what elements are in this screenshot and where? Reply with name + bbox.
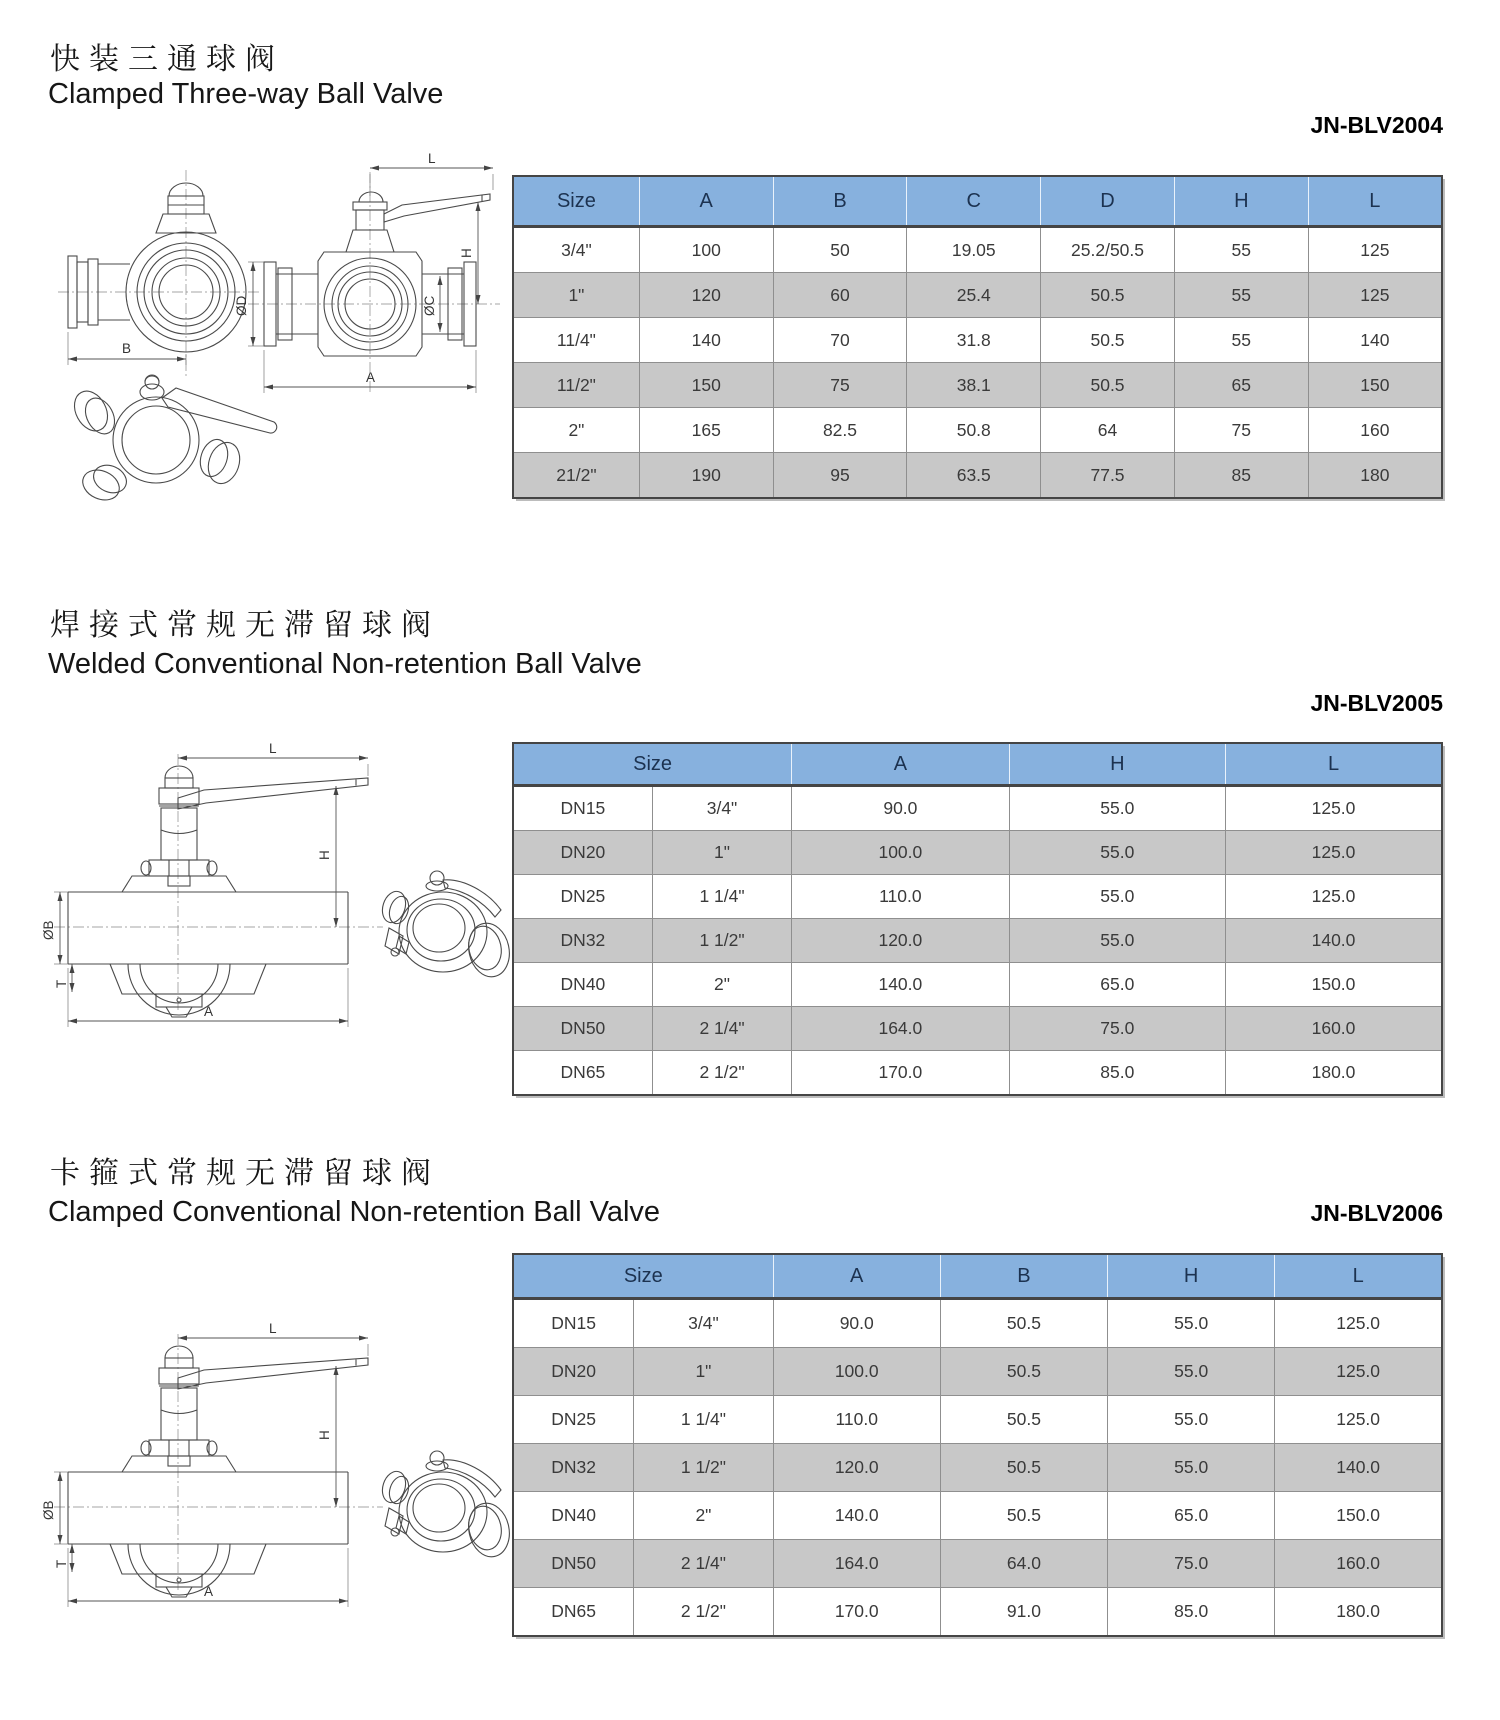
table-cell: DN20 xyxy=(513,1348,634,1396)
table-cell: 1 1/4" xyxy=(634,1396,773,1444)
dimension-label-h: H xyxy=(317,1430,332,1440)
table-cell: 55.0 xyxy=(1108,1299,1275,1348)
table-cell: 125 xyxy=(1308,227,1442,273)
table-cell: 120.0 xyxy=(773,1444,940,1492)
table-cell: DN50 xyxy=(513,1540,634,1588)
table-cell: 55 xyxy=(1174,318,1308,363)
table-cell: 150.0 xyxy=(1275,1492,1442,1540)
table-cell: 165 xyxy=(639,408,773,453)
table-cell: 64 xyxy=(1041,408,1175,453)
table-row xyxy=(513,1540,1442,1588)
table-cell: 2 1/4" xyxy=(634,1540,773,1588)
table-cell: 1" xyxy=(652,831,791,875)
column-header: D xyxy=(1041,176,1175,227)
table-row xyxy=(513,1396,1442,1444)
table-cell: 50.5 xyxy=(1041,318,1175,363)
table-cell: DN15 xyxy=(513,786,652,831)
table-cell: 77.5 xyxy=(1041,453,1175,499)
table-cell: 50.5 xyxy=(1041,273,1175,318)
table-cell: 140.0 xyxy=(773,1492,940,1540)
table-cell: 55 xyxy=(1174,273,1308,318)
table-row xyxy=(513,1588,1442,1637)
table-cell: 55.0 xyxy=(1009,831,1225,875)
column-header: H xyxy=(1009,743,1225,786)
column-header: A xyxy=(639,176,773,227)
table-cell: 50.5 xyxy=(1041,363,1175,408)
dimension-label-a: A xyxy=(204,1584,214,1599)
valve-isometric-thumbnail xyxy=(379,871,513,981)
table-cell: 1" xyxy=(513,273,639,318)
table-row xyxy=(513,963,1442,1007)
three-way-valve-drawing xyxy=(38,152,508,502)
table-cell: 50.5 xyxy=(940,1492,1107,1540)
table-cell: 90.0 xyxy=(792,786,1009,831)
table-row xyxy=(513,919,1442,963)
table-cell: 125.0 xyxy=(1226,831,1442,875)
table-cell: DN50 xyxy=(513,1007,652,1051)
table-cell: 170.0 xyxy=(792,1051,1009,1096)
table-row xyxy=(513,453,1442,499)
dimension-label-t: T xyxy=(54,1559,69,1568)
valve-sectional-view xyxy=(41,1322,383,1607)
dimension-label-phi-b: ØB xyxy=(41,1500,56,1520)
column-header: H xyxy=(1108,1254,1275,1299)
table-cell: 85.0 xyxy=(1009,1051,1225,1096)
table-cell: 65.0 xyxy=(1009,963,1225,1007)
section2-title-en: Welded Conventional Non-retention Ball Valve xyxy=(48,648,642,680)
dimension-label-l: L xyxy=(428,152,436,166)
dimension-label-h: H xyxy=(459,248,474,258)
table-cell: 2 1/2" xyxy=(652,1051,791,1096)
table-cell: 125.0 xyxy=(1226,786,1442,831)
table-cell: 3/4" xyxy=(513,227,639,273)
table-cell: 90.0 xyxy=(773,1299,940,1348)
table-cell: DN32 xyxy=(513,1444,634,1492)
table-row xyxy=(513,1299,1442,1348)
dimension-label-b: B xyxy=(122,341,132,356)
section1-title-zh: 快装三通球阀 xyxy=(50,43,284,76)
table-cell: 64.0 xyxy=(940,1540,1107,1588)
dimension-label-a: A xyxy=(366,370,376,385)
table-cell: 1 1/2" xyxy=(652,919,791,963)
table-cell: 55.0 xyxy=(1108,1348,1275,1396)
table-cell: 95 xyxy=(773,453,907,499)
table-cell: 160 xyxy=(1308,408,1442,453)
dimension-table-blv2006 xyxy=(512,1253,1443,1637)
section2-product-code: JN-BLV2005 xyxy=(1310,690,1443,716)
column-header: L xyxy=(1308,176,1442,227)
section1-title-en: Clamped Three-way Ball Valve xyxy=(48,78,444,110)
dimension-label-a: A xyxy=(204,1004,214,1019)
column-header: B xyxy=(773,176,907,227)
table-cell: DN40 xyxy=(513,963,652,1007)
dimension-label-l: L xyxy=(269,1322,277,1336)
dimension-label-phi-d: ØD xyxy=(234,295,249,316)
table-cell: 125 xyxy=(1308,273,1442,318)
table-cell: 125.0 xyxy=(1275,1348,1442,1396)
table-cell: 75 xyxy=(773,363,907,408)
table-cell: 50.8 xyxy=(907,408,1041,453)
table-cell: 60 xyxy=(773,273,907,318)
table-cell: 65.0 xyxy=(1108,1492,1275,1540)
table-cell: 70 xyxy=(773,318,907,363)
table-cell: 55.0 xyxy=(1108,1444,1275,1492)
section3-product-code: JN-BLV2006 xyxy=(1310,1200,1443,1226)
table-cell: 150.0 xyxy=(1226,963,1442,1007)
table-cell: 85.0 xyxy=(1108,1588,1275,1637)
table-cell: DN25 xyxy=(513,1396,634,1444)
dimension-table-blv2005 xyxy=(512,742,1443,1096)
table-cell: 160.0 xyxy=(1226,1007,1442,1051)
section3-title-en: Clamped Conventional Non-retention Ball Valve xyxy=(48,1196,661,1228)
table-cell: 164.0 xyxy=(792,1007,1009,1051)
table-row xyxy=(513,831,1442,875)
table-cell: 1 1/4" xyxy=(652,875,791,919)
table-cell: 140.0 xyxy=(1226,919,1442,963)
column-header: B xyxy=(940,1254,1107,1299)
table-row xyxy=(513,1444,1442,1492)
column-header: A xyxy=(792,743,1009,786)
dimension-label-h: H xyxy=(317,850,332,860)
table-cell: 2" xyxy=(634,1492,773,1540)
dimension-label-phi-c: ØC xyxy=(422,295,437,316)
table-row xyxy=(513,227,1442,273)
clamped-valve-drawing xyxy=(38,1322,513,1622)
table-cell: 140.0 xyxy=(792,963,1009,1007)
header-row xyxy=(513,743,1442,786)
table-cell: 55.0 xyxy=(1108,1396,1275,1444)
table-cell: 50 xyxy=(773,227,907,273)
valve-front-view xyxy=(234,152,500,394)
valve-isometric-thumbnail xyxy=(379,1451,513,1561)
table-cell: 150 xyxy=(639,363,773,408)
table-cell: 140 xyxy=(639,318,773,363)
table-cell: 2" xyxy=(513,408,639,453)
table-cell: 38.1 xyxy=(907,363,1041,408)
table-cell: 75.0 xyxy=(1108,1540,1275,1588)
dimension-label-l: L xyxy=(269,742,277,756)
table-row xyxy=(513,1007,1442,1051)
header-row xyxy=(513,176,1442,227)
column-header: A xyxy=(773,1254,940,1299)
column-header: Size xyxy=(513,743,792,786)
table-cell: 170.0 xyxy=(773,1588,940,1637)
table-cell: 2" xyxy=(652,963,791,1007)
table-cell: 55.0 xyxy=(1009,786,1225,831)
table-cell: DN20 xyxy=(513,831,652,875)
section2-title-zh: 焊接式常规无滞留球阀 xyxy=(50,609,440,642)
section3-title-zh: 卡箍式常规无滞留球阀 xyxy=(50,1157,440,1190)
table-cell: 50.5 xyxy=(940,1299,1107,1348)
table-row xyxy=(513,363,1442,408)
table-cell: 55 xyxy=(1174,227,1308,273)
table-cell: 150 xyxy=(1308,363,1442,408)
dimension-label-t: T xyxy=(54,979,69,988)
table-cell: 11/2" xyxy=(513,363,639,408)
table-cell: DN65 xyxy=(513,1588,634,1637)
column-header: Size xyxy=(513,176,639,227)
table-row xyxy=(513,273,1442,318)
column-header: H xyxy=(1174,176,1308,227)
dimension-label-phi-b: ØB xyxy=(41,920,56,940)
table-cell: 180 xyxy=(1308,453,1442,499)
table-cell: 160.0 xyxy=(1275,1540,1442,1588)
table-cell: 110.0 xyxy=(792,875,1009,919)
table-cell: 2 1/4" xyxy=(652,1007,791,1051)
table-cell: 100.0 xyxy=(792,831,1009,875)
table-cell: DN25 xyxy=(513,875,652,919)
table-cell: 1" xyxy=(634,1348,773,1396)
table-cell: 100.0 xyxy=(773,1348,940,1396)
column-header: Size xyxy=(513,1254,773,1299)
table-cell: 125.0 xyxy=(1275,1396,1442,1444)
table-cell: 110.0 xyxy=(773,1396,940,1444)
column-header: C xyxy=(907,176,1041,227)
table-cell: 75 xyxy=(1174,408,1308,453)
table-row xyxy=(513,786,1442,831)
table-cell: 50.5 xyxy=(940,1396,1107,1444)
table-cell: 55.0 xyxy=(1009,919,1225,963)
table-cell: 50.5 xyxy=(940,1444,1107,1492)
table-cell: 180.0 xyxy=(1226,1051,1442,1096)
table-cell: 3/4" xyxy=(652,786,791,831)
table-row xyxy=(513,1348,1442,1396)
table-cell: 50.5 xyxy=(940,1348,1107,1396)
table-cell: 21/2" xyxy=(513,453,639,499)
table-row xyxy=(513,318,1442,363)
table-cell: 85 xyxy=(1174,453,1308,499)
table-cell: DN65 xyxy=(513,1051,652,1096)
table-cell: 31.8 xyxy=(907,318,1041,363)
table-cell: 140 xyxy=(1308,318,1442,363)
table-cell: 140.0 xyxy=(1275,1444,1442,1492)
table-cell: 2 1/2" xyxy=(634,1588,773,1637)
table-row xyxy=(513,1492,1442,1540)
table-cell: 11/4" xyxy=(513,318,639,363)
table-cell: 25.2/50.5 xyxy=(1041,227,1175,273)
table-cell: 65 xyxy=(1174,363,1308,408)
dimension-table-blv2004 xyxy=(512,175,1443,499)
table-row xyxy=(513,408,1442,453)
table-cell: DN15 xyxy=(513,1299,634,1348)
table-cell: 82.5 xyxy=(773,408,907,453)
valve-isometric-view xyxy=(68,375,277,502)
table-cell: 91.0 xyxy=(940,1588,1107,1637)
table-cell: 100 xyxy=(639,227,773,273)
table-cell: 3/4" xyxy=(634,1299,773,1348)
table-cell: DN32 xyxy=(513,919,652,963)
valve-sectional-view xyxy=(41,742,383,1027)
table-cell: 125.0 xyxy=(1275,1299,1442,1348)
table-cell: 19.05 xyxy=(907,227,1041,273)
column-header: L xyxy=(1226,743,1442,786)
table-row xyxy=(513,1051,1442,1096)
welded-valve-drawing xyxy=(38,742,513,1042)
table-cell: 63.5 xyxy=(907,453,1041,499)
table-cell: 180.0 xyxy=(1275,1588,1442,1637)
table-cell: 120 xyxy=(639,273,773,318)
table-cell: DN40 xyxy=(513,1492,634,1540)
table-cell: 55.0 xyxy=(1009,875,1225,919)
column-header: L xyxy=(1275,1254,1442,1299)
table-cell: 164.0 xyxy=(773,1540,940,1588)
table-cell: 25.4 xyxy=(907,273,1041,318)
table-cell: 190 xyxy=(639,453,773,499)
table-row xyxy=(513,875,1442,919)
valve-side-view xyxy=(58,170,262,378)
table-cell: 1 1/2" xyxy=(634,1444,773,1492)
table-cell: 120.0 xyxy=(792,919,1009,963)
table-cell: 75.0 xyxy=(1009,1007,1225,1051)
table-cell: 125.0 xyxy=(1226,875,1442,919)
section1-product-code: JN-BLV2004 xyxy=(1310,112,1443,138)
header-row xyxy=(513,1254,1442,1299)
